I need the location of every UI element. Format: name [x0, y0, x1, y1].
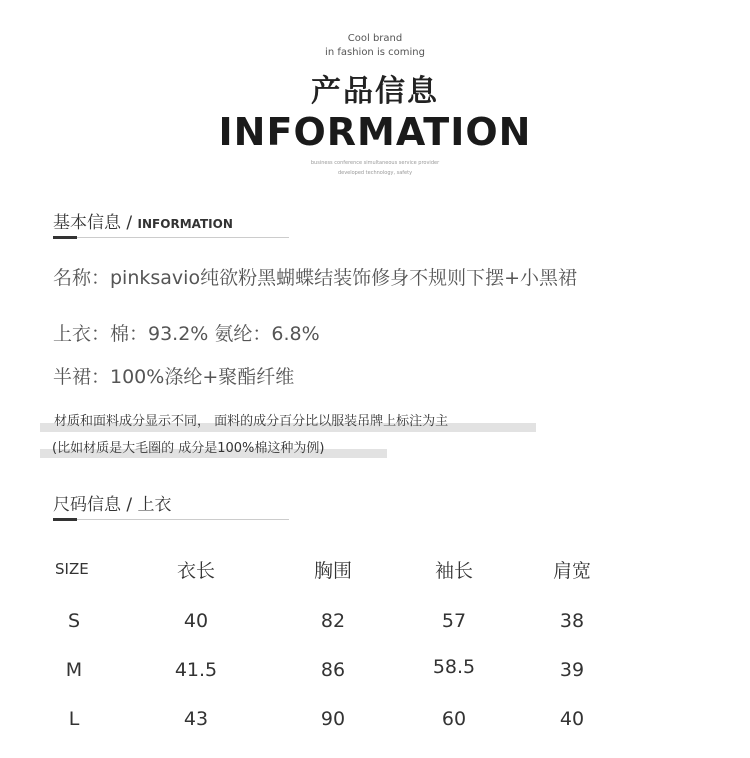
table-cell: 57	[441, 610, 467, 632]
table-cell-size: L	[68, 708, 80, 730]
table-cell: 82	[320, 610, 346, 632]
page-title-cn: 产品信息	[311, 74, 439, 109]
table-cell: 58.5	[432, 656, 476, 678]
basic-info-heading-cn: 基本信息 /	[53, 213, 138, 233]
section-divider-accent	[53, 236, 77, 239]
col-header-size: SIZE	[55, 560, 89, 578]
section-divider-accent	[53, 518, 77, 521]
fashion-coming-text: in fashion is coming	[325, 47, 425, 58]
basic-info-heading-en: INFORMATION	[137, 217, 233, 231]
col-header-length: 衣长	[176, 560, 215, 582]
table-cell: 86	[320, 659, 346, 681]
table-cell: 60	[441, 708, 467, 730]
table-cell: 39	[559, 659, 585, 681]
col-header-shoulder: 肩宽	[552, 560, 591, 582]
page-title-en: INFORMATION	[218, 110, 532, 154]
section-divider	[53, 519, 289, 520]
table-cell: 40	[559, 708, 585, 730]
table-cell-size: S	[67, 610, 81, 632]
col-header-bust: 胸围	[313, 560, 352, 582]
section-divider	[53, 237, 289, 238]
table-cell: 43	[183, 708, 209, 730]
table-cell: 41.5	[174, 659, 218, 681]
product-name: 名称：pinksavio纯欲粉黑蝴蝶结装饰修身不规则下摆+小黑裙	[53, 267, 577, 289]
table-cell: 40	[183, 610, 209, 632]
basic-info-heading	[53, 208, 233, 233]
cool-brand-text: Cool brand	[347, 33, 403, 44]
top-material: 上衣：棉：93.2% 氨纶：6.8%	[53, 323, 320, 345]
material-note-1: 材质和面料成分显示不同， 面料的成分百分比以服装吊牌上标注为主	[54, 414, 449, 429]
table-cell-size: M	[65, 659, 83, 681]
material-note-2: (比如材质是大毛圈的 成分是100%棉这种为例)	[52, 441, 325, 456]
table-cell: 38	[559, 610, 585, 632]
tagline-line-2: developed technology, safety	[337, 170, 413, 176]
col-header-sleeve: 袖长	[434, 560, 473, 582]
skirt-material: 半裙：100%涤纶+聚酯纤维	[53, 366, 295, 388]
size-info-heading: 尺码信息 / 上衣	[53, 495, 172, 515]
table-cell: 90	[320, 708, 346, 730]
tagline-line-1: business conference simultaneous service provider	[310, 160, 440, 166]
